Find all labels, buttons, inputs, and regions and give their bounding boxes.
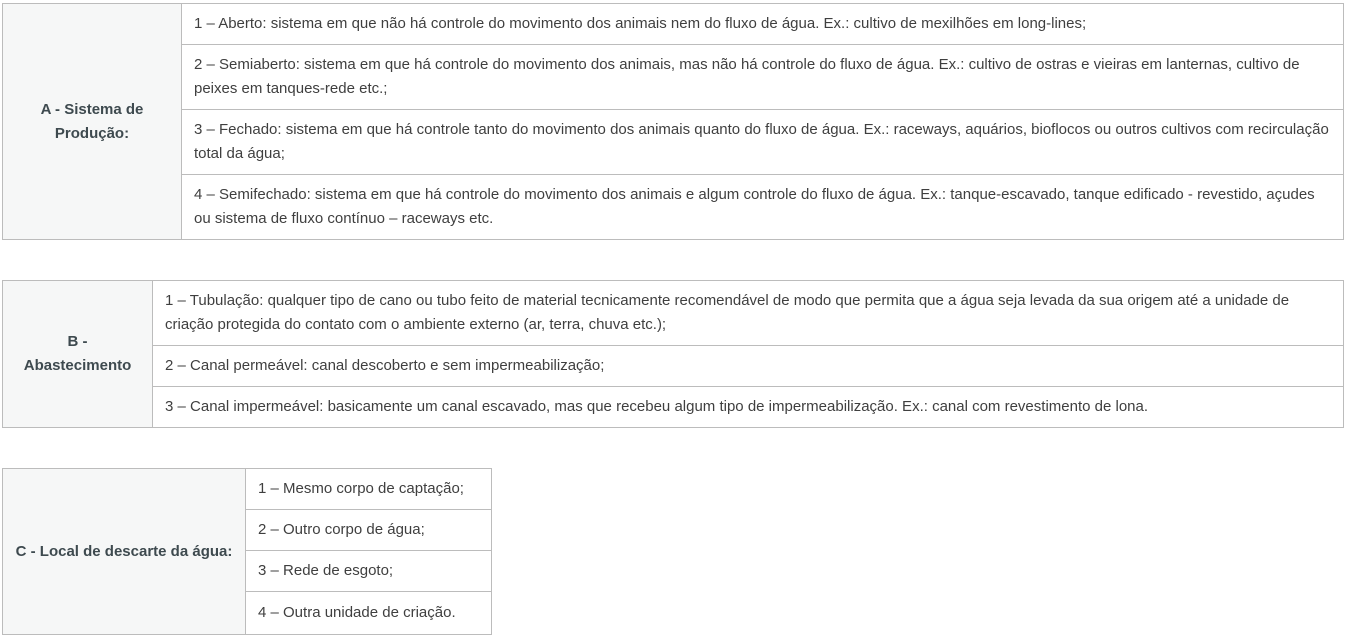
table-row: [3, 387, 1344, 428]
option-cell: 3 – Canal impermeável: basicamente um canal escavado, mas que recebeu algum tipo de impermeabilização. Ex.: canal com revestimento de lona.: [153, 387, 1344, 428]
table-row: [3, 281, 1344, 346]
row-header: C - Local de descarte da água:: [3, 469, 246, 635]
table-row: [3, 4, 1344, 45]
option-cell: 3 – Fechado: sistema em que há controle tanto do movimento dos animais quanto do fluxo de água. Ex.: raceways, aquários, bioflocos ou outros cultivos com recirculação total da água;: [182, 110, 1344, 175]
table-row: [3, 175, 1344, 240]
table-row: [3, 45, 1344, 110]
water-supply-table: [2, 280, 1344, 428]
row-header: A - Sistema de Produção:: [3, 4, 182, 240]
row-header: B - Abastecimento: [3, 281, 153, 428]
option-cell: 2 – Semiaberto: sistema em que há controle do movimento dos animais, mas não há controle do fluxo de água. Ex.: cultivo de ostras e vieiras em lanternas, cultivo de peixes em tanques-rede etc.;: [182, 45, 1344, 110]
option-cell: 4 – Semifechado: sistema em que há controle do movimento dos animais e algum controle do fluxo de água. Ex.: tanque-escavado, tanque edificado - revestido, açudes ou sistema de fluxo contínuo – raceways etc.: [182, 175, 1344, 240]
table-row: [3, 469, 492, 510]
production-system-table: [2, 3, 1344, 240]
option-cell: 1 – Aberto: sistema em que não há controle do movimento dos animais nem do fluxo de água. Ex.: cultivo de mexilhões em long-lines;: [182, 4, 1344, 45]
table-row: [3, 346, 1344, 387]
option-cell: 2 – Outro corpo de água;: [246, 510, 492, 551]
option-cell: 1 – Tubulação: qualquer tipo de cano ou tubo feito de material tecnicamente recomendável de modo que permita que a água seja levada da sua origem até a unidade de criação protegida do contato com o ambiente externo (ar, terra, chuva etc.);: [153, 281, 1344, 346]
option-cell: 1 – Mesmo corpo de captação;: [246, 469, 492, 510]
option-cell: 3 – Rede de esgoto;: [246, 551, 492, 592]
table-row: [3, 110, 1344, 175]
water-discharge-table: [2, 468, 492, 635]
option-cell: 2 – Canal permeável: canal descoberto e sem impermeabilização;: [153, 346, 1344, 387]
option-cell: 4 – Outra unidade de criação.: [246, 592, 492, 635]
